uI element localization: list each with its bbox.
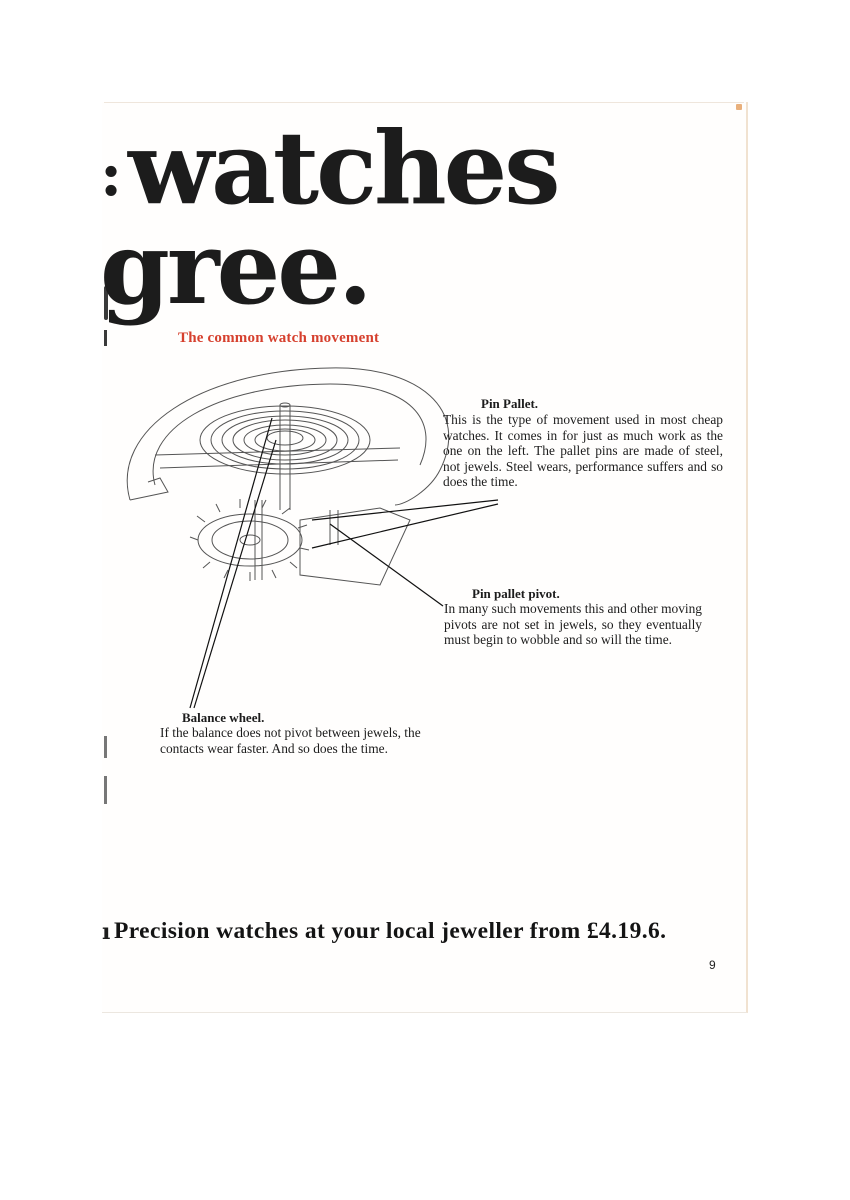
headline-line-2: gree. <box>100 209 370 327</box>
balance-wheel-title: Balance wheel. <box>182 710 265 725</box>
pin-pallet-body: This is the type of movement used in most cheap watches. It comes in for just as much work as the one on the left. The pallet pins are made of steel, not jewels. Steel wears, performance suffers and so does the time. <box>443 412 723 490</box>
footer-cut-glyph: ı <box>102 919 111 945</box>
leader-pivot <box>330 524 443 606</box>
leader-balance-1 <box>190 418 272 708</box>
headline-cut-glyph: : <box>100 140 123 210</box>
headline-line-1: watches <box>128 109 558 227</box>
pin-pallet-title: Pin Pallet. <box>481 396 539 411</box>
pin-pallet-pivot-body: In many such movements this and other moving pivots are not set in jewels, so they eventually must begin to wobble and so will the time. <box>444 601 702 648</box>
pin-pallet-pivot-title: Pin pallet pivot. <box>472 586 560 601</box>
balance-wheel-body: If the balance does not pivot between jewels, the contacts wear faster. And so does the time. <box>160 725 421 756</box>
footer-tagline: Precision watches at your local jeweller from £4.19.6. <box>114 918 667 944</box>
leader-balance-2 <box>194 440 276 708</box>
diagram-subtitle: The common watch movement <box>178 330 380 346</box>
balance-rim-outer <box>127 368 449 505</box>
page-number: 9 <box>709 958 716 972</box>
balance-rim-cut <box>130 478 168 500</box>
escape-wheel <box>198 514 302 566</box>
